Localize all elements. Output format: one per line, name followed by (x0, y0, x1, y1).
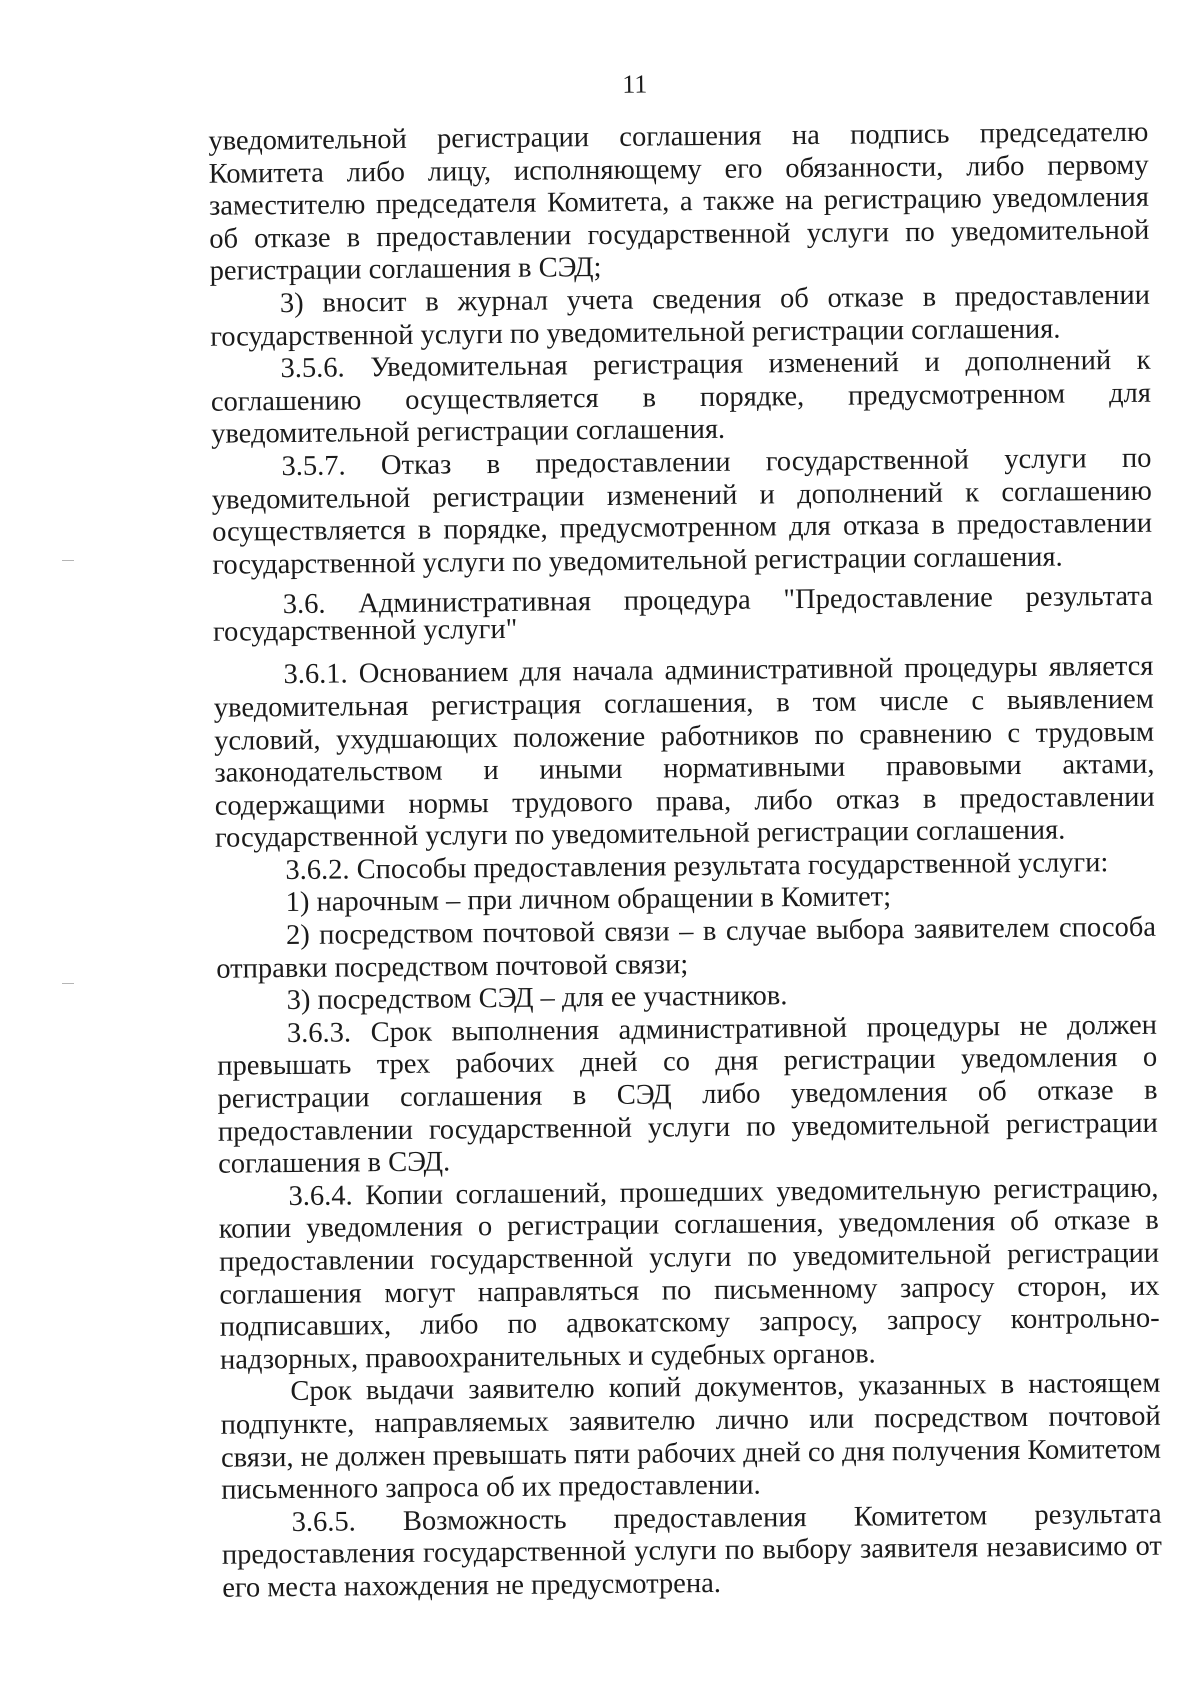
paragraph-3-6-1: 3.6.1. Основанием для начала административной процедуры является уведомительная регистрация соглашения, в том числе с выявлением условий, ухудшающих положение работников по сравнению с трудовым законодательством и иными нормативными правовыми актами, содержащими нормы трудового права, либо отказ в предоставлении государственной услуги по уведомительной регистрации соглашения. (213, 651, 1155, 855)
list-item-postal: 2) посредством почтовой связи – в случае выбора заявителем способа отправки посредством почтовой связи; (216, 911, 1157, 985)
section-heading-3-6: 3.6. Административная процедура "Предоставление результата государственной услуги" (212, 581, 1153, 649)
paragraph-3-6-2: 3.6.2. Способы предоставления результата государственной услуги: (285, 847, 1109, 886)
list-item-courier: 1) нарочным – при личном обращении в Комитет; (285, 881, 892, 919)
document-body (208, 117, 1162, 1605)
paragraph-3-6-3: 3.6.3. Срок выполнения административной процедуры не должен превышать трех рабочих дней со дня регистрации уведомления о регистрации соглашения в СЭД либо уведомления об отказе в предоставлении государственной услуги по уведомительной регистрации соглашения в СЭД. (217, 1009, 1158, 1180)
paragraph-3-6-4: 3.6.4. Копии соглашений, прошедших уведомительную регистрацию, копии уведомления о регистрации соглашения, уведомления об отказе в предоставлении государственной услуги по уведомительной регистрации соглашения могут направляться по письменному запросу сторон, их подписавших, либо по адвокатскому запросу, запросу контрольно-надзорных, правоохранительных и судебных органов. (218, 1172, 1160, 1376)
paragraph-3-5-6: 3.5.6. Уведомительная регистрация изменений и дополнений к соглашению осуществляется в порядке, предусмотренном для уведомительной регистрации соглашения. (210, 344, 1151, 451)
paragraph-continuation: уведомительной регистрации соглашения на подпись председателю Комитета либо лицу, исполняющему его обязанности, либо первому заместителю председателя Комитета, а также на регистрацию уведомления об отказе в предоставлении государственной услуги по уведомительной регистрации соглашения в СЭД; (208, 116, 1150, 288)
paragraph-item-3: 3) вносит в журнал учета сведения об отказе в предоставлении государственной услуги по уведомительной регистрации соглашения. (210, 279, 1151, 353)
list-item-sed: 3) посредством СЭД – для ее участников. (286, 980, 788, 1017)
paragraph-3-6-5: 3.6.5. Возможность предоставления Комитетом результата предоставления государственной услуги по выбору заявителя независимо от его места нахождения не предусмотрена. (221, 1498, 1163, 1604)
paragraph-3-5-7: 3.5.7. Отказ в предоставлении государственной услуги по уведомительной регистрации изменений и дополнений к соглашению осуществляется в порядке, предусмотренном для отказа в предоставлении государственной услуги по уведомительной регистрации соглашения. (211, 442, 1153, 581)
page-number: 11 (622, 69, 648, 99)
paragraph-copies-deadline: Срок выдачи заявителю копий документов, указанных в настоящем подпункте, направляемых заявителю лично или посредством почтовой связи, не должен превышать пяти рабочих дней со дня получения Комитетом письменного запроса об их предоставлении. (220, 1368, 1162, 1506)
